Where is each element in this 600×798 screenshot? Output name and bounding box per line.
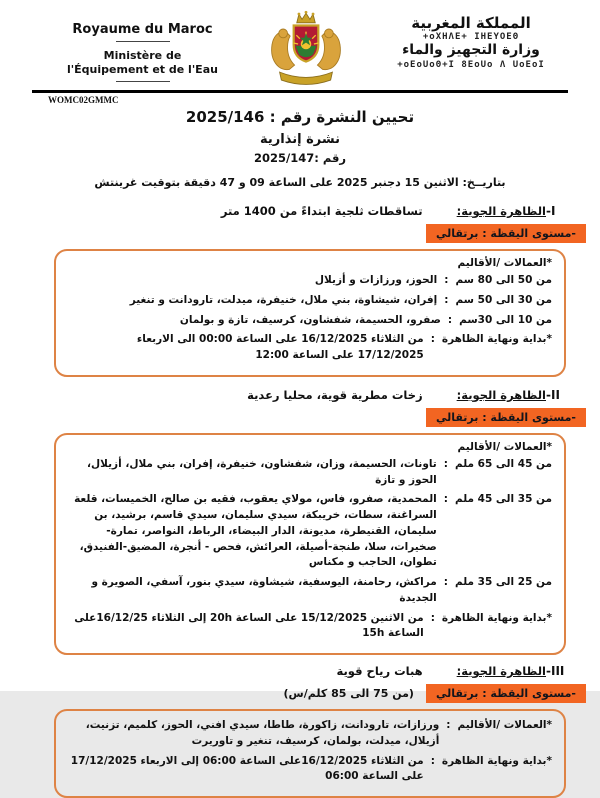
header-french-block — [50, 8, 235, 82]
section-1-header — [20, 204, 586, 218]
section-2-numeral: -II — [546, 387, 560, 402]
range-value: من 50 الى 80 سم — [455, 274, 552, 286]
ministry-name-arabic: وزارة التجهيز والماء — [402, 42, 540, 58]
section-2-provinces-box — [54, 433, 566, 655]
coat-of-arms-icon — [262, 10, 350, 92]
ministry-name-tifinagh: +oEoUoΘ+I 8EoUo Λ UoEoI — [397, 59, 545, 70]
provinces-label: *العمالات /الأقاليم — [457, 257, 552, 269]
period-label: *بداية ونهاية الظاهرة — [441, 754, 552, 767]
colon-separator: : — [447, 313, 453, 326]
period-text: من الثلاثاء 16/12/2025على الساعة 06:00 إلى الاربعاء 17/12/2025 على الساعة 06:00 — [70, 754, 424, 783]
divider-small — [116, 81, 170, 82]
range-value: من 10 الى 30سم — [459, 313, 552, 326]
period-label: *بداية ونهاية الظاهرة — [441, 333, 552, 346]
areas-list: مراكش، رحامنة، اليوسفية، شيشاوة، سيدي بنور، آسفي، الصويرة و الجديدة — [91, 576, 437, 604]
areas-list: صفرو، الحسيمة، شفشاون، كرسيف، تازة و بولمان — [179, 313, 441, 326]
range-row — [68, 575, 552, 607]
kingdom-name-tifinagh: +oXHΛE+ IHEYOEΘ — [422, 32, 520, 42]
bulletin-code: WOMC02GMMC — [48, 95, 119, 105]
section-3-numeral: -III — [546, 664, 565, 678]
section-2-header — [20, 388, 586, 402]
range-row — [68, 293, 552, 309]
kingdom-name-arabic: المملكة المغربية — [411, 14, 531, 32]
areas-list: تاونات، الحسيمة، وزان، شفشاون، خنيفرة، إفران، بني ملال، أزيلال، الحوز و تازة — [87, 457, 437, 486]
colon-separator: : — [444, 293, 449, 306]
colon-separator: : — [443, 493, 448, 506]
range-value: من 35 الى 45 ملم — [454, 493, 552, 506]
phenomenon-desc-wind: هبات رياح قوية — [336, 664, 423, 678]
range-row — [68, 273, 552, 289]
sections — [0, 204, 600, 798]
section-1-vigilance-row — [20, 224, 586, 243]
colon-separator: : — [430, 333, 435, 346]
provinces-label: *العمالات /الأقاليم — [457, 719, 552, 731]
vigilance-badge-orange: -مستوى اليقظة : برتقالي — [426, 408, 586, 427]
colon-separator: : — [443, 457, 448, 470]
colon-separator: : — [430, 611, 435, 624]
ministry-name-fr: Ministère de l'Équipement et de l'Eau — [67, 49, 218, 76]
period-row — [68, 611, 552, 643]
section-3-header — [20, 664, 586, 678]
vigilance-badge-orange: -مستوى اليقظة : برتقالي — [426, 684, 586, 703]
colon-separator: : — [446, 719, 451, 731]
section-1-provinces-box — [54, 249, 566, 377]
bulletin-update-title: تحيين النشرة رقم : 2025/146 — [185, 108, 415, 126]
header — [0, 0, 600, 90]
areas-list: الحوز، ورزازات و أزيلال — [314, 274, 438, 286]
range-value: من 25 الى 35 ملم — [454, 576, 552, 588]
colon-separator: : — [444, 274, 449, 286]
phenomenon-desc-rain: زخات مطرية قوية، محليا رعدية — [247, 387, 423, 402]
range-row — [68, 457, 552, 489]
areas-list: ورزازات، تارودانت، زاكورة، طاطا، سيدي افني، الحوز، كلميم، تزنيت، أزيلال، ميدلت، بولمان، كرسيف، تنغير و تاوريرت — [85, 719, 440, 747]
phenomenon-label: الظاهرة الجوية: — [456, 387, 546, 402]
provinces-row — [68, 718, 552, 750]
section-3-vigilance-row — [20, 684, 586, 703]
bulletin-date-line: بتاريــخ: الاثنين 15 دجنبر 2025 على الساعة 09 و 47 دقيقة بتوقيت غرينتش — [94, 176, 506, 189]
range-value: من 45 الى 65 ملم — [454, 457, 552, 470]
section-2-vigilance-row — [20, 408, 586, 427]
period-row — [68, 754, 552, 786]
colon-separator: : — [430, 754, 435, 767]
colon-separator: : — [443, 576, 448, 588]
wind-speed-range: (من 75 الى 85 كلم/س) — [283, 687, 414, 700]
bulletin-number: رقم :2025/147 — [254, 151, 346, 165]
range-row — [68, 492, 552, 571]
areas-list: المحمدية، صفرو، فاس، مولاي يعقوب، فقيه بن صالح، الخميسات، قلعة السراغنة، سطات، خريبكة، سيدي سليمان، سيدي قاسم، برشيد، بن سليمان، القنيطرة، مديونة، الدار البيضاء، الرباط، النواصر، تمارة-صخيرات، سلا، طنجة-أصيلة، العرائش، فحص - أنجرة، المضيق-الفنيدق، تطوان، الحاجب و مكناس — [74, 493, 437, 569]
header-arabic-block — [376, 8, 566, 70]
period-text: من الثلاثاء 16/12/2025 على الساعة 00:00 الى الاربعاء 17/12/2025 على الساعة 12:00 — [136, 333, 424, 361]
bulletin-type: نشرة إنذارية — [260, 132, 340, 147]
period-text: من الاثنين 15/12/2025 على الساعة 20h إلى الثلاثاء 16/12/25على الساعة 15h — [74, 611, 424, 640]
provinces-label: *العمالات /الأقاليم — [457, 440, 552, 453]
section-1-numeral: -I — [546, 204, 556, 218]
range-value: من 30 الى 50 سم — [455, 293, 552, 306]
phenomenon-label: الظاهرة الجوية: — [456, 664, 546, 678]
divider-small — [116, 41, 170, 42]
title-block — [0, 108, 600, 189]
phenomenon-label: الظاهرة الجوية: — [456, 204, 546, 218]
period-label: *بداية ونهاية الظاهرة — [441, 611, 552, 624]
section-3-provinces-box — [54, 709, 566, 798]
areas-list: إفران، شيشاوة، بني ملال، خنيفرة، ميدلت، تارودانت و تنغير — [129, 293, 438, 306]
vigilance-badge-orange: -مستوى اليقظة : برتقالي — [426, 224, 586, 243]
country-name-fr: Royaume du Maroc — [72, 22, 213, 37]
phenomenon-desc-snow: تساقطات ثلجية ابتداءً من 1400 متر — [220, 204, 423, 218]
period-row — [68, 332, 552, 364]
range-row — [68, 313, 552, 329]
